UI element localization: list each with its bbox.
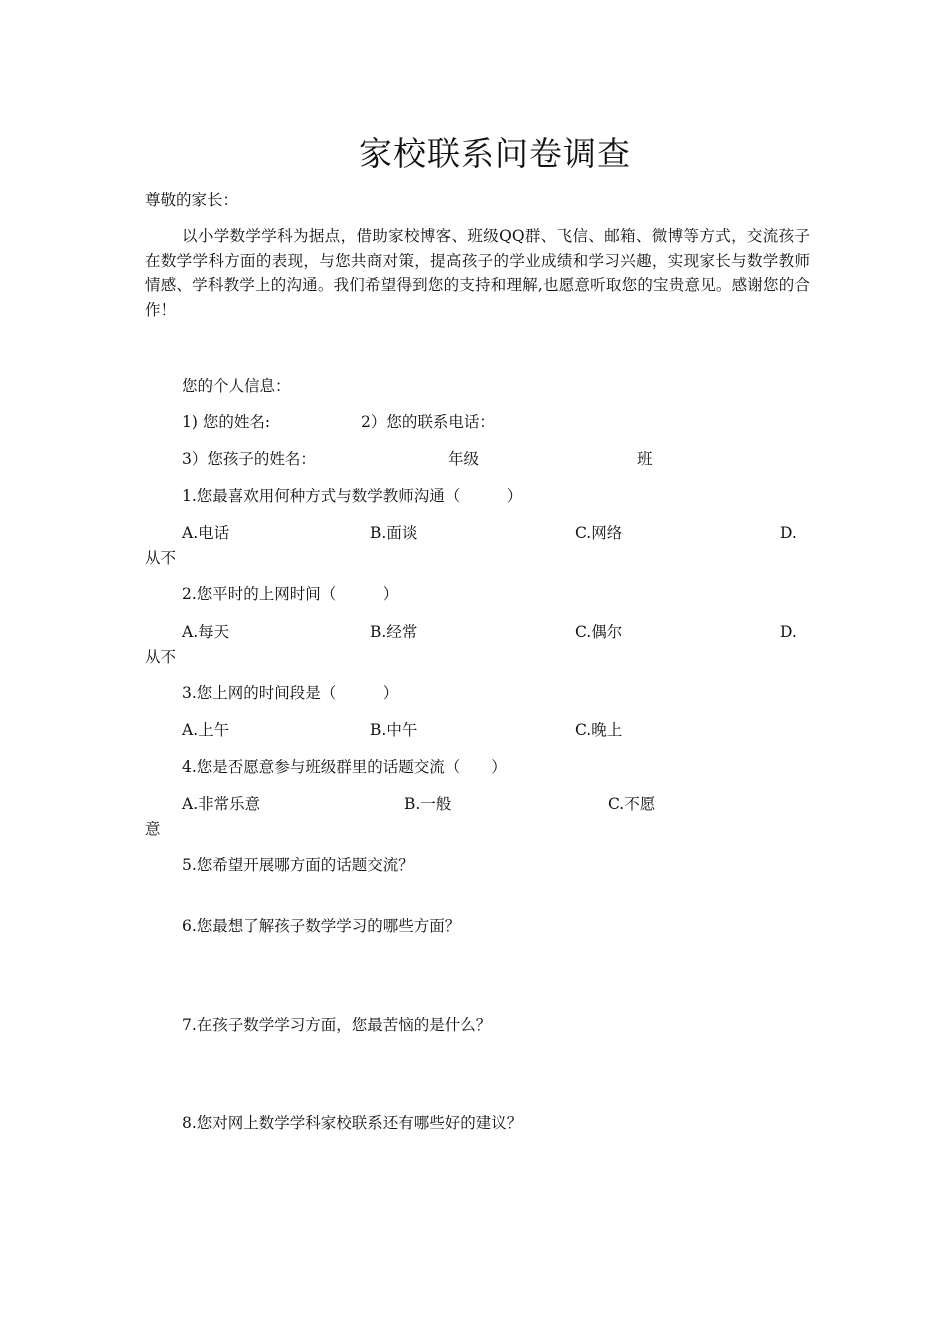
q2-option-a: A.每天 — [182, 623, 230, 641]
q4-option-c: C.不愿 — [608, 795, 656, 813]
personal-info-heading: 您的个人信息： — [182, 377, 291, 395]
question-7: 7.在孩子数学学习方面，您最苦恼的是什么？ — [182, 1016, 492, 1034]
q3-option-a: A.上午 — [182, 721, 230, 739]
q2-option-d-wrap: 从不 — [145, 648, 177, 666]
q2-option-c: C.偶尔 — [575, 623, 623, 641]
grade-field-label: 年级 — [448, 450, 480, 468]
phone-field-label: 2）您的联系电话： — [361, 413, 495, 431]
child-name-field-label: 3）您孩子的姓名： — [182, 450, 316, 468]
page-title: 家校联系问卷调查 — [359, 134, 631, 173]
q2-option-b: B.经常 — [370, 623, 418, 641]
question-1: 1.您最喜欢用何种方式与数学教师沟通（ ） — [182, 487, 523, 505]
q1-option-a: A.电话 — [182, 524, 230, 542]
q4-option-b: B.一般 — [404, 795, 452, 813]
q3-option-c: C.晚上 — [575, 721, 623, 739]
q4-option-a: A.非常乐意 — [182, 795, 261, 813]
question-5: 5.您希望开展哪方面的话题交流？ — [182, 856, 414, 874]
q3-option-b: B.中午 — [370, 721, 418, 739]
question-4: 4.您是否愿意参与班级群里的话题交流（ ） — [182, 758, 507, 776]
q1-option-d: D. — [780, 524, 797, 542]
q4-option-c-wrap: 意 — [145, 820, 161, 838]
q2-option-d: D. — [780, 623, 797, 641]
q1-option-d-wrap: 从不 — [145, 549, 177, 567]
question-6: 6.您最想了解孩子数学学习的哪些方面？ — [182, 917, 461, 935]
question-8: 8.您对网上数学学科家校联系还有哪些好的建议？ — [182, 1114, 523, 1132]
class-field-label: 班 — [637, 450, 653, 468]
intro-paragraph: 以小学数学学科为据点，借助家校博客、班级QQ群、飞信、邮箱、微博等方式，交流孩子在数学学科方面的表现，与您共商对策，提高孩子的学业成绩和学习兴趣，实现家长与数学教师情感、学科教学上的沟通。我们希望得到您的支持和理解,也愿意听取您的宝贵意见。感谢您的合作！ — [145, 227, 810, 319]
q1-option-b: B.面谈 — [370, 524, 418, 542]
question-3: 3.您上网的时间段是（ ） — [182, 684, 399, 702]
salutation: 尊敬的家长： — [145, 191, 239, 209]
question-2: 2.您平时的上网时间（ ） — [182, 585, 399, 603]
name-field-label: 1) 您的姓名: — [182, 413, 271, 431]
q1-option-c: C.网络 — [575, 524, 623, 542]
